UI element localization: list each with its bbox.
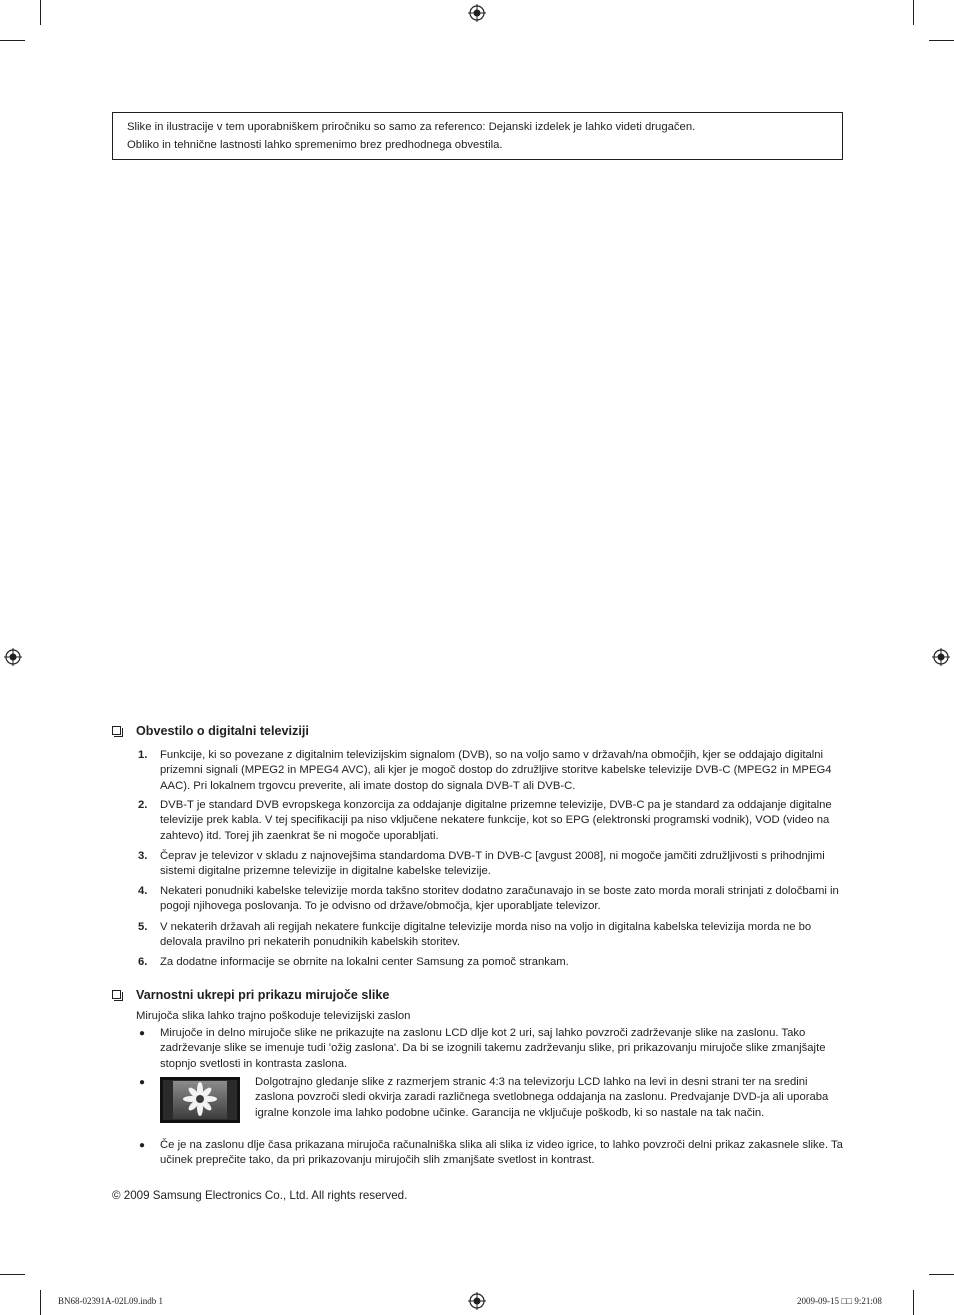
crop-mark	[913, 1290, 914, 1315]
list-number: 2.	[138, 799, 148, 811]
registration-mark-icon	[468, 4, 486, 22]
crop-mark	[0, 1274, 25, 1275]
bullet-item: Če je na zaslonu dlje časa prikazana mirujoča računalniška slika ali slika iz video igrice, to lahko povzroči delni prikaz zakasnele slike. Ta učinek preprečite tako, da pri prikazovanju mirujočih slih zmanjšate svetlost in kontrast.	[160, 1139, 843, 1167]
list-item: DVB-T je standard DVB evropskega konzorcija za oddajanje digitalne prizemne televizije, DVB-C pa je standard za oddajanje digitalne televizije prek kabla. V tej specifikaciji pa niso vključene nekatere funkcije, kot so EPG (elektronski programski vodnik), VOD (video na zahtevo) itd. Torej jih zaenkrat še ni mogoče uporabljati.	[160, 799, 832, 842]
crop-mark	[913, 0, 914, 25]
list-number: 3.	[138, 850, 148, 862]
disclaimer-box	[112, 112, 843, 160]
registration-mark-icon	[4, 648, 22, 666]
registration-mark-icon	[468, 1292, 486, 1310]
copyright-notice: © 2009 Samsung Electronics Co., Ltd. All rights reserved.	[112, 1189, 408, 1202]
list-number: 1.	[138, 749, 148, 761]
bullet-item: Mirujoče in delno mirujoče slike ne prikazujte na zaslonu LCD dlje kot 2 uri, saj lahko povzroči zadrževanje slike na zaslonu. Tako zadrževanje slike se imenuje tudi 'ožig zaslona'. Da bi se izognili takemu zadrževanju slike, pri prikazovanju mirujoče slike zmanjšajte stopnjo svetlosti in kontrasta zaslona.	[160, 1027, 826, 1070]
list-item: Nekateri ponudniki kabelske televizije morda takšno storitev dodatno zaračunavajo in se boste zato morda morali strinjati z določbami in pogoji njihovega poslovanja. To je odvisno od države/območja, kjer uporabljate televizor.	[160, 885, 839, 913]
list-item: V nekaterih državah ali regijah nekatere funkcije digitalne televizije morda niso na voljo in digitalna kabelska televizija morda ne bo delovala pravilno pri nekaterih ponudnikih kabelskih storitev.	[160, 921, 812, 949]
bullet-item: Dolgotrajno gledanje slike z razmerjem stranic 4:3 na televizorju LCD lahko na levi in desni strani ter na sredini zaslona povzroči sledi okvirja zaradi različnega svetlobnega oddajanja na zaslonu. Predvajanje DVD-ja ali uporaba igralne konzole ima lahko podobne učinke. Garancija ne vključuje poškodb, ki so nastale na tak način.	[255, 1076, 829, 1119]
checkbox-bullet-icon	[112, 726, 121, 735]
section-title-digital-tv: Obvestilo o digitalni televiziji	[136, 724, 309, 738]
list-item: Funkcije, ki so povezane z digitalnim televizijskim signalom (DVB), so na voljo samo v državah/na območjih, kjer se oddajajo digitalni prizemni signali (MPEG2 in MPEG4 AVC), ali kjer je mogoč dostop do združljive storitve kabelske televizije DVB-C (MPEG2 in MPEG4 AAC). Pri lokalnem trgovcu preverite, ali imate dostop do signala DVB-T ali DVB-C.	[160, 749, 832, 792]
registration-mark-icon	[932, 648, 950, 666]
crop-mark	[929, 40, 954, 41]
bullet-icon: ●	[139, 1140, 146, 1151]
section-title-still-image: Varnostni ukrepi pri prikazu mirujoče slike	[136, 988, 390, 1002]
list-item: Čeprav je televizor v skladu z najnovejšima standardoma DVB-T in DVB-C [avgust 2008], ni mogoče jamčiti združljivosti s prihodnjimi sistemi digitalne prizemne televizije in digitalne kabelske televizije.	[160, 850, 825, 878]
disclaimer-line-1: Slike in ilustracije v tem uporabniškem priročniku so samo za referenco: Dejanski izdelek je lahko videti drugačen.	[127, 121, 696, 133]
bullet-icon: ●	[139, 1077, 146, 1088]
list-number: 6.	[138, 956, 148, 968]
crop-mark	[0, 40, 25, 41]
list-number: 4.	[138, 885, 148, 897]
crop-mark	[929, 1274, 954, 1275]
crop-mark	[40, 1290, 41, 1315]
section-intro: Mirujoča slika lahko trajno poškoduje televizijski zaslon	[136, 1010, 411, 1022]
disclaimer-line-2: Obliko in tehnične lastnosti lahko spremenimo brez predhodnega obvestila.	[127, 139, 503, 151]
list-number: 5.	[138, 921, 148, 933]
list-item: Za dodatne informacije se obrnite na lokalni center Samsung za pomoč strankam.	[160, 956, 569, 968]
tv-screen-image	[160, 1077, 240, 1123]
checkbox-bullet-icon	[112, 990, 121, 999]
slug-filename: BN68-02391A-02L09.indb 1	[58, 1296, 163, 1306]
bullet-icon: ●	[139, 1028, 146, 1039]
slug-timestamp: 2009-09-15 □□ 9:21:08	[797, 1296, 882, 1306]
crop-mark	[40, 0, 41, 25]
